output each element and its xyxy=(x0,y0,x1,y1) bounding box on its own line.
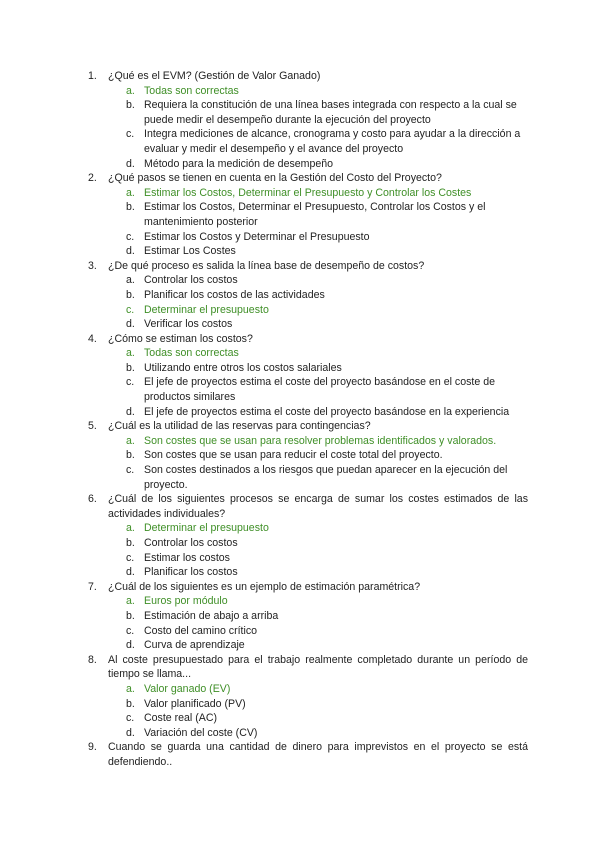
correct-answer-option xyxy=(108,682,528,697)
question-text: ¿Qué es el EVM? (Gestión de Valor Ganado) xyxy=(108,70,321,82)
option-text: Valor ganado (EV) xyxy=(144,682,231,695)
option-letter: c. xyxy=(126,230,135,243)
option-text: Todas son correctas xyxy=(144,347,239,360)
option-letter: c. xyxy=(126,712,135,725)
correct-answer-option xyxy=(108,594,528,609)
answer-option xyxy=(108,624,528,639)
answer-option xyxy=(108,157,528,172)
option-text: Determinar el presupuesto xyxy=(144,303,269,316)
answer-option xyxy=(108,200,528,229)
option-text: Variación del coste (CV) xyxy=(144,726,258,739)
option-letter: d. xyxy=(126,726,135,739)
option-text: Método para la medición de desempeño xyxy=(144,157,334,170)
question-number: 1. xyxy=(88,70,97,82)
option-list xyxy=(108,682,528,740)
correct-answer-option xyxy=(108,521,528,536)
correct-answer-option xyxy=(108,346,528,361)
answer-option xyxy=(108,448,528,463)
option-letter: d. xyxy=(126,405,135,418)
question-item xyxy=(88,740,528,769)
correct-answer-option xyxy=(108,186,528,201)
answer-option xyxy=(108,551,528,566)
option-list xyxy=(108,186,528,259)
option-text: Son costes que se usan para reducir el coste total del proyecto. xyxy=(144,449,443,462)
option-letter: a. xyxy=(126,522,135,535)
answer-option xyxy=(108,405,528,420)
option-letter: b. xyxy=(126,361,135,374)
option-letter: b. xyxy=(126,697,135,710)
question-text: ¿Qué pasos se tienen en cuenta en la Gestión del Costo del Proyecto? xyxy=(108,172,442,185)
question-item xyxy=(88,580,528,653)
option-letter: d. xyxy=(126,318,135,331)
option-text: Estimar los costos xyxy=(144,551,230,564)
option-text: Planificar los costos xyxy=(144,566,238,579)
option-letter: b. xyxy=(126,449,135,462)
question-text: ¿Cómo se estiman los costos? xyxy=(108,332,253,345)
option-letter: c. xyxy=(126,624,135,637)
option-letter: d. xyxy=(126,157,135,170)
question-text: ¿Cuál es la utilidad de las reservas para contingencias? xyxy=(108,420,371,433)
option-text: Estimar los Costos, Determinar el Presupuesto, Controlar los Costos y el mantenimiento posterior xyxy=(144,201,486,228)
answer-option xyxy=(108,463,528,492)
answer-option xyxy=(108,127,528,156)
option-letter: a. xyxy=(126,682,135,695)
option-list xyxy=(108,521,528,579)
question-item xyxy=(88,653,528,741)
option-text: Son costes destinados a los riesgos que puedan aparecer en la ejecución del proyecto. xyxy=(144,464,508,491)
option-text: El jefe de proyectos estima el coste del proyecto basándose en la experiencia xyxy=(144,405,510,418)
question-item xyxy=(88,332,528,420)
option-text: Euros por módulo xyxy=(144,595,228,608)
option-list xyxy=(108,594,528,652)
option-letter: b. xyxy=(126,609,135,622)
option-letter: b. xyxy=(126,537,135,549)
answer-option xyxy=(108,565,528,580)
option-letter: b. xyxy=(126,288,135,301)
question-number: 2. xyxy=(88,172,97,185)
option-text: Estimar los Costos y Determinar el Presupuesto xyxy=(144,230,370,243)
question-item xyxy=(88,69,528,171)
option-letter: a. xyxy=(126,274,135,287)
correct-answer-option xyxy=(108,303,528,318)
answer-option xyxy=(108,711,528,726)
option-letter: a. xyxy=(126,434,135,447)
option-text: Son costes que se usan para resolver problemas identificados y valorados. xyxy=(144,434,497,447)
option-letter: d. xyxy=(126,245,135,258)
option-letter: a. xyxy=(126,347,135,360)
option-text: Estimar los Costos, Determinar el Presupuesto y Controlar los Costes xyxy=(144,186,472,199)
correct-answer-option xyxy=(108,434,528,449)
question-item xyxy=(88,419,528,492)
question-text: ¿De qué proceso es salida la línea base de desempeño de costos? xyxy=(108,259,425,272)
question-number: 3. xyxy=(88,259,97,272)
answer-option xyxy=(108,375,528,404)
option-list xyxy=(108,273,528,331)
question-item xyxy=(88,259,528,332)
option-list xyxy=(108,84,528,172)
answer-option xyxy=(108,726,528,741)
option-letter: c. xyxy=(126,464,135,477)
answer-option xyxy=(108,230,528,245)
answer-option xyxy=(108,536,528,551)
question-number: 6. xyxy=(88,493,97,506)
option-letter: a. xyxy=(126,595,135,608)
answer-option xyxy=(108,317,528,332)
option-letter: a. xyxy=(126,186,135,199)
answer-option xyxy=(108,244,528,259)
question-item xyxy=(88,171,528,259)
option-letter: d. xyxy=(126,639,135,652)
question-number: 9. xyxy=(88,741,97,754)
option-letter: b. xyxy=(126,201,135,214)
question-text: ¿Cuál de los siguientes procesos se encarga de sumar los costes estimados de las actividades individuales? xyxy=(108,493,528,520)
option-text: Utilizando entre otros los costos salariales xyxy=(144,361,342,374)
question-number: 8. xyxy=(88,653,97,666)
option-letter: a. xyxy=(126,84,135,97)
answer-option xyxy=(108,638,528,653)
answer-option xyxy=(108,273,528,288)
answer-option xyxy=(108,98,528,127)
option-text: Estimar Los Costes xyxy=(144,245,236,258)
answer-option xyxy=(108,361,528,376)
option-letter: d. xyxy=(126,566,135,579)
option-text: Integra mediciones de alcance, cronograma y costo para ayudar a la dirección a evaluar y medir el desempeño y el avance del proyecto xyxy=(144,128,521,155)
answer-option xyxy=(108,288,528,303)
question-list xyxy=(88,69,528,770)
option-text: Verificar los costos xyxy=(144,318,233,331)
option-list xyxy=(108,346,528,419)
option-list xyxy=(108,434,528,492)
option-text: Costo del camino crítico xyxy=(144,624,258,637)
option-text: Coste real (AC) xyxy=(144,712,217,725)
option-text: Valor planificado (PV) xyxy=(144,697,246,710)
option-text: Estimación de abajo a arriba xyxy=(144,609,279,622)
question-number: 4. xyxy=(88,332,97,345)
correct-answer-option xyxy=(108,84,528,99)
option-text: El jefe de proyectos estima el coste del proyecto basándose en el coste de productos similares xyxy=(144,376,495,404)
answer-option xyxy=(108,609,528,624)
question-number: 7. xyxy=(88,580,97,593)
option-letter: c. xyxy=(126,551,135,564)
option-letter: b. xyxy=(126,99,135,112)
option-text: Requiera la constitución de una línea bases integrada con respecto a la cual se puede medir el desempeño durante la ejecución del proyecto xyxy=(144,99,517,126)
option-text: Todas son correctas xyxy=(144,84,239,97)
option-letter: c. xyxy=(126,128,135,141)
question-item xyxy=(88,492,528,580)
option-text: Planificar los costos de las actividades xyxy=(144,288,325,301)
option-letter: c. xyxy=(126,303,135,316)
option-text: Determinar el presupuesto xyxy=(144,522,269,535)
option-text: Controlar los costos xyxy=(144,274,238,287)
option-text: Curva de aprendizaje xyxy=(144,639,245,652)
question-text: Cuando se guarda una cantidad de dinero para imprevistos en el proyecto se está defendiendo.. xyxy=(108,741,528,768)
option-text: Controlar los costos xyxy=(144,537,238,549)
option-letter: c. xyxy=(126,376,135,389)
question-text: ¿Cuál de los siguientes es un ejemplo de estimación paramétrica? xyxy=(108,580,421,593)
question-text: Al coste presupuestado para el trabajo realmente completado durante un período de tiempo se llama... xyxy=(108,653,528,681)
answer-option xyxy=(108,697,528,712)
question-number: 5. xyxy=(88,420,97,433)
